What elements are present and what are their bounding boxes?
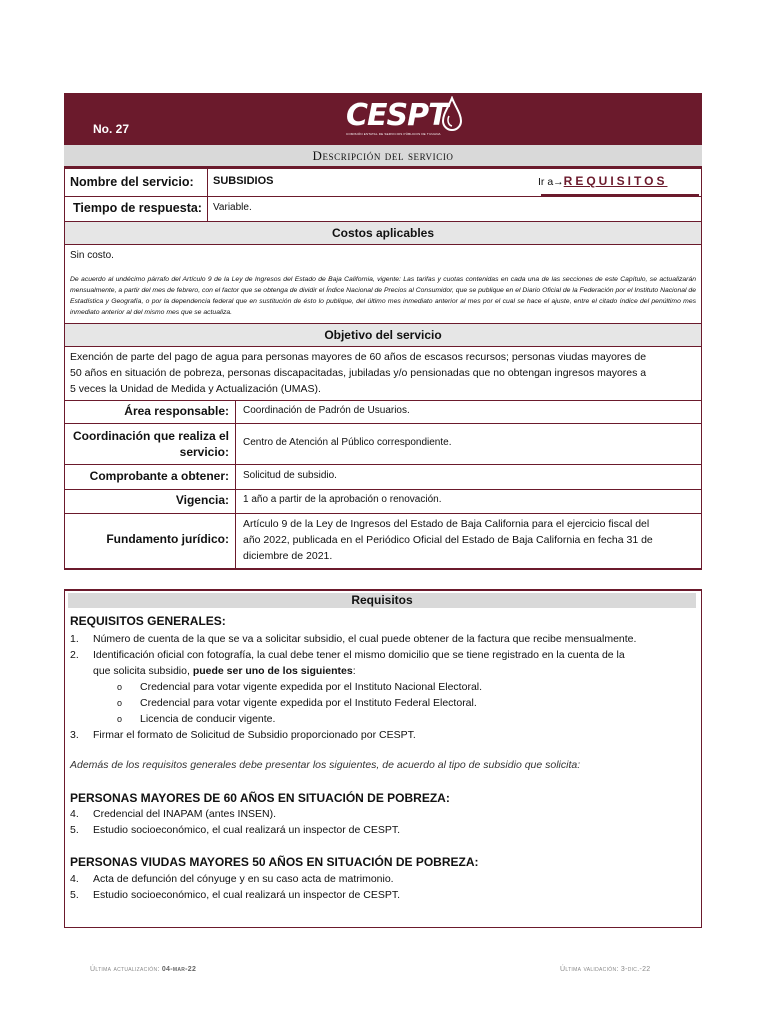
item-number: 4. [70,808,79,820]
validity-label: Vigencia: [175,493,229,507]
item-number: 2. [70,649,79,661]
group2-list [70,871,696,903]
item-text-continued [93,663,356,679]
divider [207,169,208,221]
legal-basis-line: año 2022, publicada en el Periódico Oficial del Estado de Baja California en fecha 31 de [243,534,653,546]
cespt-logo [346,96,466,142]
divider [64,423,702,424]
service-name-label: Nombre del servicio: [70,175,194,189]
item-number: 4. [70,873,79,885]
coordination-label-line: servicio: [179,445,229,459]
item-number: 5. [70,824,79,836]
logo-subtitle: COMISIÓN ESTATAL DE SERVICIOS PÚBLICOS DE TIJUANA [346,132,441,136]
item-number: 1. [70,633,79,645]
item-text-part: que solicita subsidio, [93,665,193,677]
costs-legal-text: De acuerdo al undécimo párrafo del Artículo 9 de la Ley de Ingresos del Estado de Baja California, vigente: Las tarifas y cuotas contenidas en cada una de las secciones de este Capítulo, se actualizarán mensualmente, a partir del mes de febrero, con el factor que se obtenga de dividir el Índice Nacional de Precios al Consumidor, que se publique en el Diario Oficial de la Federación por el Instituto Nacional de Estadística y Geografía, o por la dependencia federal que en sustitución de ésto lo publique, del último mes inmediato anterior al mes por el cual se hace el ajuste, entre el citado índice del penúltimo mes inmediato anterior al del mismo mes que se actualiza. [70,276,696,316]
area-label: Área responsable: [124,404,229,418]
voucher-label: Comprobante a obtener: [89,469,229,483]
requisitos-link-group[interactable] [538,174,667,188]
additional-requirements-note: Además de los requisitos generales debe presentar los siguientes, de acuerdo al tipo de subsidio que solicita: [70,759,581,771]
objective-title: Objetivo del servicio [65,324,701,346]
list-item [70,711,696,727]
objective-line: Exención de parte del pago de agua para personas mayores de 60 años de escasos recursos; personas viudas mayores de [70,351,647,363]
list-item [70,647,696,679]
general-requirements-heading: REQUISITOS GENERALES: [70,614,226,628]
divider [64,464,702,465]
bullet-icon: o [117,698,123,708]
requirements-title: Requisitos [68,593,696,608]
logo-text: CESPT [346,98,448,133]
requisitos-link[interactable]: REQUISITOS [563,174,668,188]
list-item [70,727,696,743]
item-text: Estudio socioeconómico, el cual realizará un inspector de CESPT. [93,824,400,836]
go-to-prefix: Ir a→ [538,176,564,188]
divider [64,400,702,401]
group1-list [70,806,696,838]
list-item [70,822,696,838]
item-text-part: : [352,665,356,677]
coordination-value: Centro de Atención al Público correspondiente. [243,437,452,448]
last-validation-label: Última validación: [560,966,619,973]
list-item [70,695,696,711]
list-item [70,887,696,903]
section-title: Descripción del servicio [64,145,702,166]
group1-heading: PERSONAS MAYORES DE 60 AÑOS EN SITUACIÓN DE POBREZA: [70,791,450,805]
legal-basis-value [243,516,653,564]
response-time-label: Tiempo de respuesta: [73,201,202,215]
legal-basis-line: Artículo 9 de la Ley de Ingresos del Estado de Baja California para el ejercicio fiscal del [243,518,650,530]
divider [235,400,236,570]
costs-title: Costos aplicables [65,222,701,244]
bullet-icon: o [117,682,123,692]
item-number: 3. [70,729,79,741]
validity-value: 1 año a partir de la aprobación o renovación. [243,494,442,505]
document-number: No. 27 [93,122,130,136]
last-validation-value: 3-dic.-22 [620,966,651,973]
list-item [70,631,696,647]
divider [64,513,702,514]
divider [64,244,702,245]
legal-basis-line: diciembre de 2021. [243,550,333,562]
area-value: Coordinación de Padrón de Usuarios. [243,405,410,416]
general-requirements-list [70,631,696,751]
last-validation [560,966,650,973]
water-drop-icon [440,96,464,132]
last-update [90,966,196,973]
bullet-icon: o [117,714,123,724]
objective-line: 5 veces la Unidad de Medida y Actualización (UMAS). [70,383,321,395]
item-text: Acta de defunción del cónyuge y en su caso acta de matrimonio. [93,873,394,885]
voucher-value: Solicitud de subsidio. [243,470,337,481]
service-name-value: SUBSIDIOS [213,175,274,187]
divider [64,196,702,197]
response-time-value: Variable. [213,202,252,213]
item-number: 5. [70,889,79,901]
coordination-label-line: Coordinación que realiza el [72,429,229,443]
item-text: Credencial del INAPAM (antes INSEN). [93,808,277,820]
legal-basis-label: Fundamento jurídico: [106,532,229,546]
item-text-bold: puede ser uno de los siguientes [192,665,353,677]
last-update-value: 04-mar-22 [161,966,197,973]
objective-line: 50 años en situación de pobreza, personas discapacitadas, jubiladas y/o pensionadas que no obtengan ingresos mayores a [70,367,647,379]
link-underline [541,194,699,196]
coordination-label [65,428,229,460]
item-text: Identificación oficial con fotografía, la cual debe tener el mismo domicilio que se tiene registrado en la cuenta de la [93,649,625,661]
item-text: Número de cuenta de la que se va a solicitar subsidio, el cual puede obtener de la factura que recibe mensualmente. [93,633,637,645]
costs-value: Sin costo. [70,250,114,261]
id-option: Credencial para votar vigente expedida por el Instituto Nacional Electoral. [140,681,483,693]
last-update-label: Última actualización: [90,966,160,973]
divider [64,489,702,490]
divider [64,346,702,347]
list-item [70,806,696,822]
list-item [70,871,696,887]
item-text: Estudio socioeconómico, el cual realizará un inspector de CESPT. [93,889,400,901]
id-option: Credencial para votar vigente expedida por el Instituto Federal Electoral. [140,697,477,709]
id-option: Licencia de conducir vigente. [140,713,276,725]
group2-heading: PERSONAS VIUDAS MAYORES 50 AÑOS EN SITUACIÓN DE POBREZA: [70,855,479,869]
item-text: Firmar el formato de Solicitud de Subsidio proporcionado por CESPT. [93,729,416,741]
objective-text [70,349,646,397]
list-item [70,679,696,695]
